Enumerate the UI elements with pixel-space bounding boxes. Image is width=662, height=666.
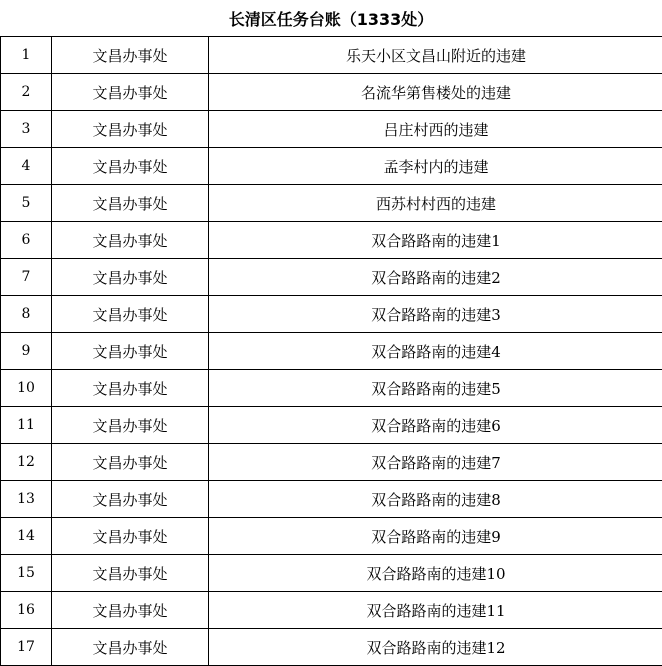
office-cell: 文昌办事处 (52, 222, 209, 259)
item-cell: 双合路路南的违建12 (209, 629, 662, 666)
office-cell: 文昌办事处 (52, 629, 209, 666)
item-cell: 双合路路南的违建9 (209, 518, 662, 555)
office-cell: 文昌办事处 (52, 444, 209, 481)
office-cell: 文昌办事处 (52, 407, 209, 444)
row-number: 1 (1, 37, 52, 74)
row-number: 12 (1, 444, 52, 481)
item-cell: 孟李村内的违建 (209, 148, 662, 185)
item-cell: 双合路路南的违建4 (209, 333, 662, 370)
row-number: 13 (1, 481, 52, 518)
row-number: 15 (1, 555, 52, 592)
table-row (1, 407, 662, 444)
row-number: 10 (1, 370, 52, 407)
table-row (1, 74, 662, 111)
office-cell: 文昌办事处 (52, 481, 209, 518)
office-cell: 文昌办事处 (52, 74, 209, 111)
item-cell: 双合路路南的违建5 (209, 370, 662, 407)
item-cell: 西苏村村西的违建 (209, 185, 662, 222)
item-cell: 双合路路南的违建3 (209, 296, 662, 333)
item-cell: 双合路路南的违建1 (209, 222, 662, 259)
table-row (1, 148, 662, 185)
row-number: 3 (1, 111, 52, 148)
table-row (1, 333, 662, 370)
item-cell: 吕庄村西的违建 (209, 111, 662, 148)
table-row (1, 444, 662, 481)
office-cell: 文昌办事处 (52, 111, 209, 148)
office-cell: 文昌办事处 (52, 592, 209, 629)
table-row (1, 37, 662, 74)
page-title: 长清区任务台账（1333处） (0, 0, 662, 36)
office-cell: 文昌办事处 (52, 518, 209, 555)
row-number: 17 (1, 629, 52, 666)
office-cell: 文昌办事处 (52, 37, 209, 74)
table-row (1, 185, 662, 222)
task-ledger-table (0, 36, 662, 666)
row-number: 11 (1, 407, 52, 444)
office-cell: 文昌办事处 (52, 555, 209, 592)
table-row (1, 481, 662, 518)
table-row (1, 518, 662, 555)
table-row (1, 370, 662, 407)
item-cell: 双合路路南的违建11 (209, 592, 662, 629)
row-number: 14 (1, 518, 52, 555)
office-cell: 文昌办事处 (52, 370, 209, 407)
table-row (1, 259, 662, 296)
table-row (1, 296, 662, 333)
item-cell: 双合路路南的违建7 (209, 444, 662, 481)
row-number: 4 (1, 148, 52, 185)
item-cell: 双合路路南的违建8 (209, 481, 662, 518)
item-cell: 名流华第售楼处的违建 (209, 74, 662, 111)
item-cell: 双合路路南的违建6 (209, 407, 662, 444)
office-cell: 文昌办事处 (52, 185, 209, 222)
office-cell: 文昌办事处 (52, 148, 209, 185)
row-number: 5 (1, 185, 52, 222)
office-cell: 文昌办事处 (52, 296, 209, 333)
row-number: 16 (1, 592, 52, 629)
table-row (1, 111, 662, 148)
table-row (1, 555, 662, 592)
item-cell: 双合路路南的违建2 (209, 259, 662, 296)
office-cell: 文昌办事处 (52, 333, 209, 370)
item-cell: 双合路路南的违建10 (209, 555, 662, 592)
row-number: 8 (1, 296, 52, 333)
table-row (1, 222, 662, 259)
table-body (1, 37, 662, 666)
row-number: 6 (1, 222, 52, 259)
row-number: 7 (1, 259, 52, 296)
row-number: 2 (1, 74, 52, 111)
row-number: 9 (1, 333, 52, 370)
table-row (1, 629, 662, 666)
office-cell: 文昌办事处 (52, 259, 209, 296)
table-row (1, 592, 662, 629)
item-cell: 乐天小区文昌山附近的违建 (209, 37, 662, 74)
